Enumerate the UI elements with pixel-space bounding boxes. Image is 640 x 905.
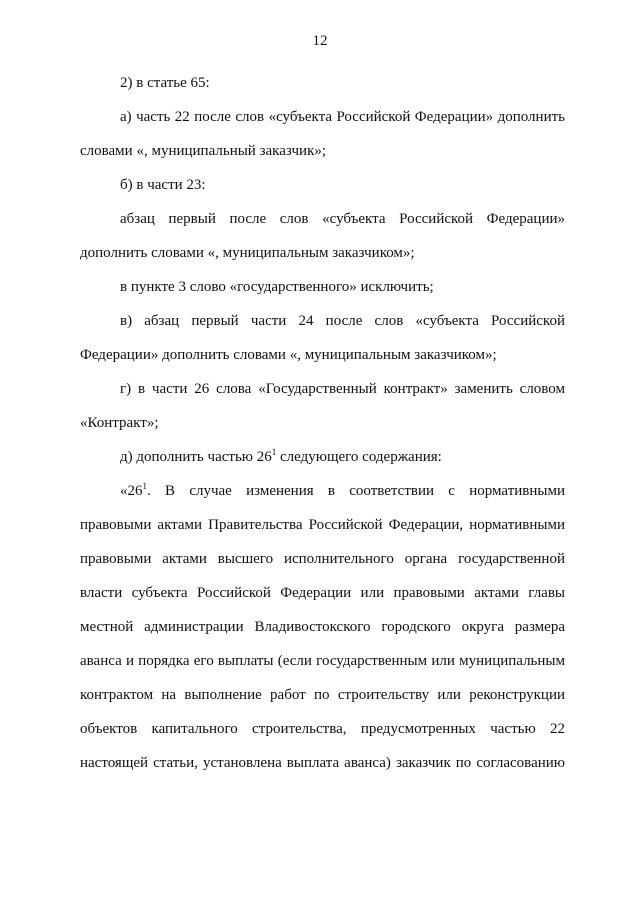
superscript: 1: [142, 481, 147, 491]
text-line: абзац первый после слов «субъекта Российской Федерации»: [120, 211, 565, 227]
text-line: г) в части 26 слова «Государственный контракт» заменить словом: [120, 381, 565, 397]
text-fragment: «26: [120, 483, 143, 499]
text-line: правовыми актами высшего исполнительного органа государственной: [80, 551, 565, 567]
text-line-part-26-start: [80, 474, 565, 508]
text-line: власти субъекта Российской Федерации или правовыми актами главы: [80, 585, 565, 601]
text-line: б) в части 23:: [120, 177, 206, 193]
text-fragment: следующего содержания:: [276, 449, 442, 465]
text-line: 2) в статье 65:: [120, 75, 210, 91]
text-line: контрактом на выполнение работ по строительству или реконструкции: [80, 687, 565, 703]
text-line: Федерации» дополнить словами «, муниципальным заказчиком»;: [80, 347, 497, 363]
text-line: местной администрации Владивостокского городского округа размера: [80, 619, 565, 635]
text-line-part-26-intro: [80, 440, 565, 474]
text-fragment: . В случае изменения в соответствии с нормативными: [147, 483, 565, 499]
document-body: [80, 66, 565, 780]
page-number: 12: [312, 33, 328, 49]
text-line: аванса и порядка его выплаты (если государственным или муниципальным: [80, 653, 565, 669]
text-line: а) часть 22 после слов «субъекта Российской Федерации» дополнить: [120, 109, 565, 125]
superscript: 1: [271, 447, 277, 457]
text-line: дополнить словами «, муниципальным заказчиком»;: [80, 245, 415, 261]
text-line: правовыми актами Правительства Российской Федерации, нормативными: [80, 517, 565, 533]
text-line: настоящей статьи, установлена выплата аванса) заказчик по согласованию: [80, 755, 565, 771]
text-fragment: д) дополнить частью 26: [120, 449, 272, 465]
text-line: в пункте 3 слово «государственного» исключить;: [120, 279, 434, 295]
text-line: объектов капитального строительства, предусмотренных частью 22: [80, 721, 565, 737]
text-line: словами «, муниципальный заказчик»;: [80, 143, 327, 159]
text-line: «Контракт»;: [80, 415, 159, 431]
text-line: в) абзац первый части 24 после слов «субъекта Российской: [120, 313, 565, 329]
